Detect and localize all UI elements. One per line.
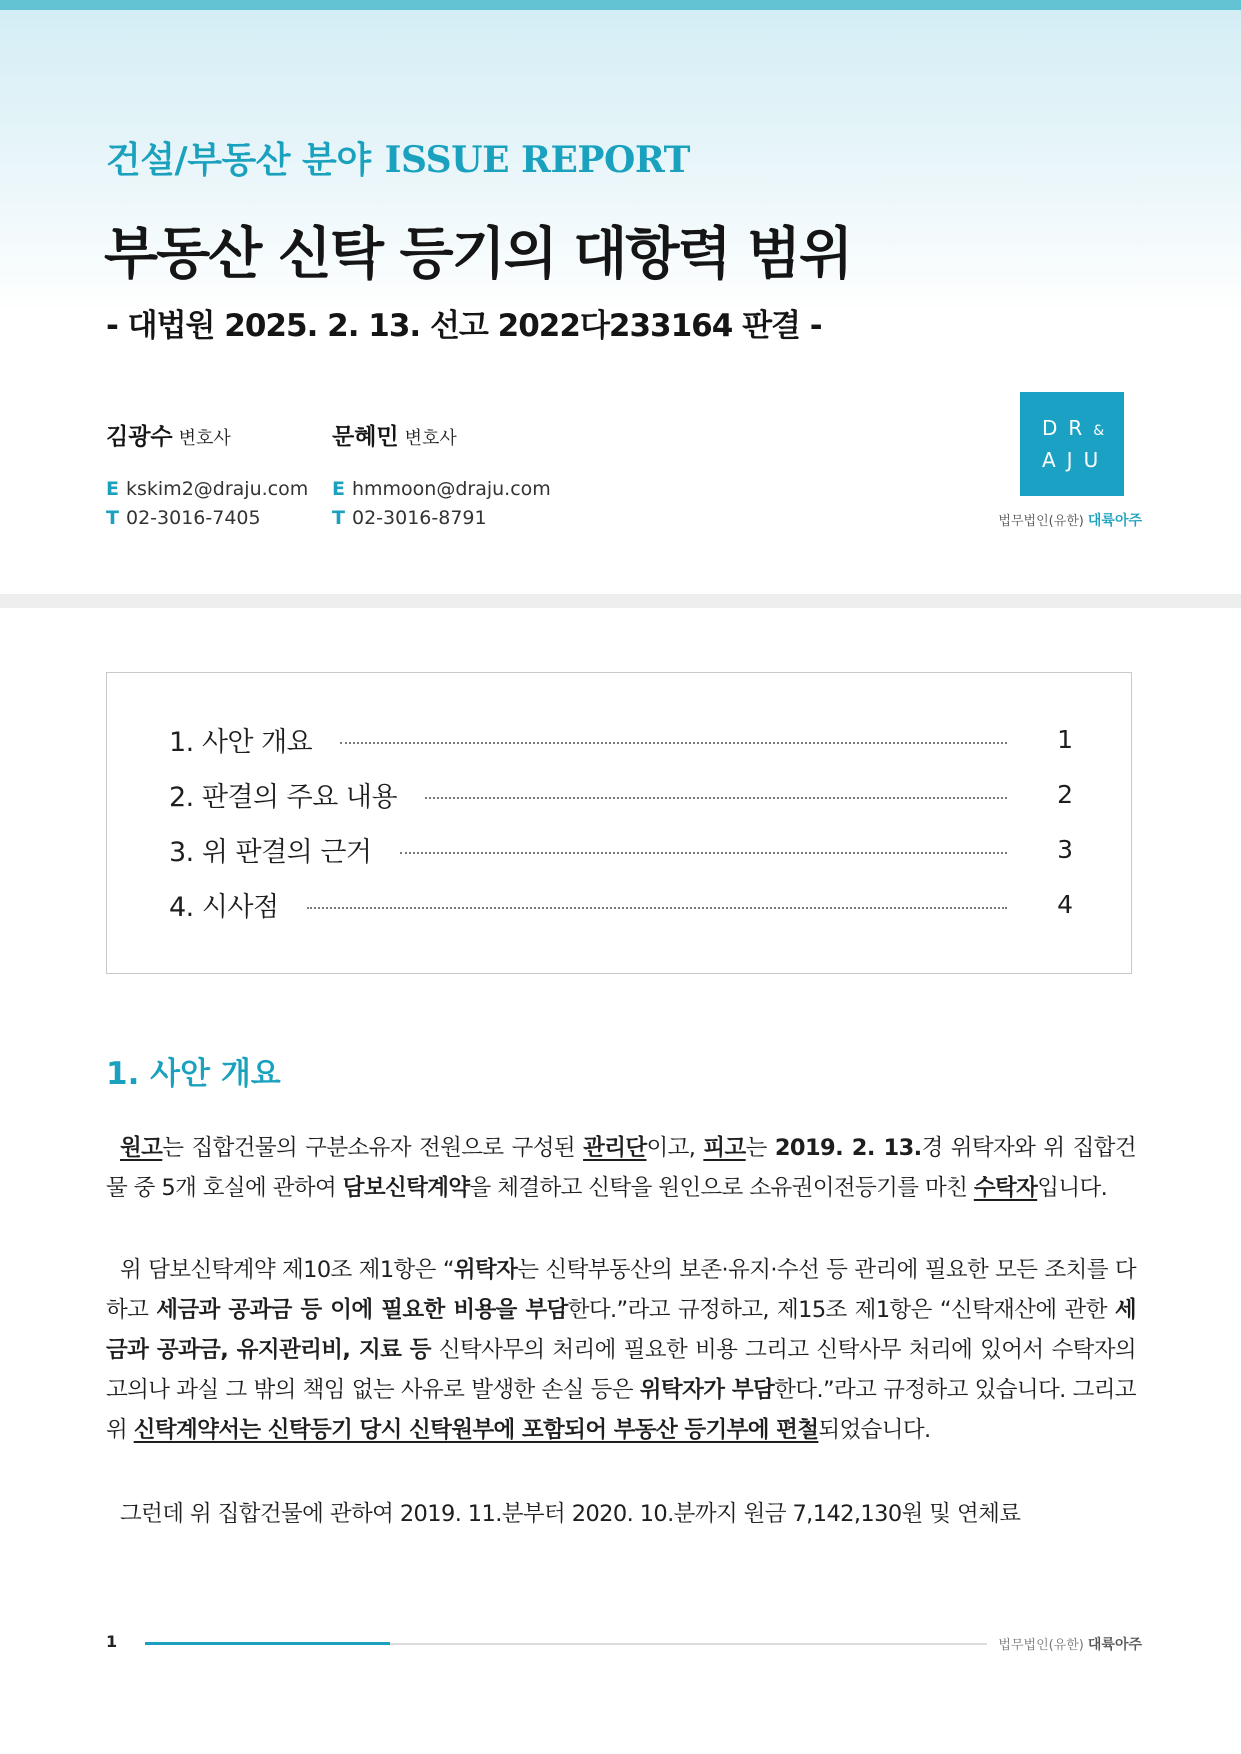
emphasis-text: 관리단	[583, 1135, 647, 1161]
body-paragraph	[106, 1128, 1136, 1208]
emphasis-text: 피고	[703, 1135, 746, 1161]
section-heading: 1. 사안 개요	[106, 1056, 281, 1092]
author-role: 변호사	[404, 428, 457, 449]
emphasis-text: 2019. 2. 13.	[774, 1135, 922, 1161]
author-name: 김광수	[106, 424, 173, 450]
emphasis-text: 위탁자가 부담	[639, 1377, 775, 1403]
emphasis-text: 담보신탁계약	[342, 1175, 470, 1201]
toc-item[interactable]	[169, 719, 1073, 759]
body-text: 한다.”라고 규정하고 있습니다. 그리고 위	[106, 1377, 1137, 1443]
report-category	[106, 132, 690, 183]
author-card	[332, 418, 551, 533]
page-subtitle: - 대법원 2025. 2. 13. 선고 2022다233164 판결 -	[106, 308, 822, 344]
body-text: 한다.”라고 규정하고, 제15조 제1항은 “신탁재산에 관한	[567, 1297, 1115, 1323]
toc-item[interactable]	[169, 884, 1073, 924]
author-email[interactable]: hmmoon@draju.com	[352, 478, 551, 500]
top-accent-strip	[0, 0, 1241, 10]
dr-aju-logo	[1020, 392, 1124, 496]
body-paragraph	[106, 1250, 1136, 1450]
logo-text-aju: AJU	[1042, 448, 1110, 472]
page-title: 부동산 신탁 등기의 대항력 범위	[104, 222, 852, 287]
emphasis-text: 세금과 공과금, 유지관리비, 지료 등	[106, 1297, 1136, 1363]
toc-leader	[340, 742, 1007, 744]
firm-brand: 대륙아주	[1087, 1637, 1142, 1653]
author-phone: 02-3016-7405	[126, 507, 261, 529]
body-text: 경 위탁자와 위 집합건물 중 5개 호실에 관하여	[106, 1135, 1136, 1201]
author-role: 변호사	[178, 428, 231, 449]
category-label: 건설/부동산 분야	[106, 140, 371, 181]
page-number: 1	[106, 1632, 118, 1651]
toc-page-number: 2	[1057, 779, 1073, 809]
table-of-contents	[106, 672, 1132, 974]
body-text: 신탁사무의 처리에 필요한 비용 그리고 신탁사무 처리에 있어서 수탁자의 고의나 과실 그 밖의 책임 없는 사유로 발생한 손실 등은	[106, 1337, 1136, 1403]
toc-leader	[400, 852, 1007, 854]
toc-label: 4. 시사점	[169, 891, 279, 923]
logo-ampersand: &	[1093, 423, 1105, 439]
footer-firm-name	[998, 1634, 1142, 1654]
logo-text-dr: DR	[1042, 416, 1094, 440]
firm-prefix: 법무법인(유한)	[998, 1638, 1084, 1653]
toc-leader	[307, 907, 1007, 909]
author-card	[106, 418, 308, 533]
body-text: 입니다.	[1037, 1175, 1108, 1201]
toc-item[interactable]	[169, 774, 1073, 814]
header-divider	[0, 594, 1241, 608]
emphasis-text: 위탁자	[453, 1257, 518, 1283]
toc-item[interactable]	[169, 829, 1073, 869]
body-text: 는	[745, 1135, 775, 1161]
toc-page-number: 3	[1057, 834, 1073, 864]
author-name: 문혜민	[332, 424, 399, 450]
email-label: E	[332, 478, 345, 500]
emphasis-text: 원고	[120, 1135, 163, 1161]
email-label: E	[106, 478, 119, 500]
phone-label: T	[106, 507, 119, 529]
author-email[interactable]: kskim2@draju.com	[126, 478, 309, 500]
body-paragraph: 그런데 위 집합건물에 관하여 2019. 11.분부터 2020. 10.분까지 원금 7,142,130원 및 연체료	[120, 1501, 1021, 1527]
toc-leader	[425, 797, 1007, 799]
footer-rule-accent	[145, 1642, 390, 1645]
body-text: 이고,	[646, 1135, 704, 1161]
firm-prefix: 법무법인(유한)	[998, 514, 1084, 529]
phone-label: T	[332, 507, 345, 529]
emphasis-text: 세금과 공과금 등 이에 필요한 비용을 부담	[156, 1297, 568, 1323]
firm-brand: 대륙아주	[1087, 513, 1142, 529]
emphasis-text: 수탁자	[973, 1175, 1038, 1201]
emphasis-text: 신탁계약서는 신탁등기 당시 신탁원부에 포함되어 부동산 등기부에 편철	[133, 1417, 819, 1443]
firm-name	[998, 510, 1142, 530]
body-text: 는 신탁부동산의 보존·유지·수선 등 관리에 필요한 모든 조치를 다하고	[106, 1257, 1136, 1323]
body-text: 는 집합건물의 구분소유자 전원으로 구성된	[162, 1135, 584, 1161]
body-text: 위 담보신탁계약 제10조 제1항은 “	[120, 1257, 454, 1283]
toc-label: 1. 사안 개요	[169, 726, 313, 758]
toc-label: 2. 판결의 주요 내용	[169, 781, 398, 813]
toc-label: 3. 위 판결의 근거	[169, 836, 372, 868]
body-text: 되었습니다.	[818, 1417, 931, 1443]
toc-page-number: 4	[1057, 889, 1073, 919]
body-text: 을 체결하고 신탁을 원인으로 소유권이전등기를 마친	[469, 1175, 974, 1201]
toc-page-number: 1	[1057, 724, 1073, 754]
author-phone: 02-3016-8791	[352, 507, 487, 529]
issue-report-label: ISSUE REPORT	[384, 139, 690, 181]
